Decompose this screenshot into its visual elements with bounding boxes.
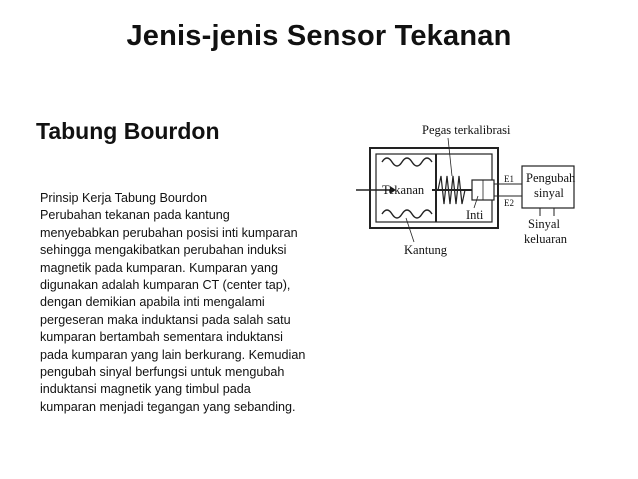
body-line: Prinsip Kerja Tabung Bourdon <box>40 191 208 205</box>
slide-subtitle: Tabung Bourdon <box>36 118 220 144</box>
bellows-top <box>382 158 432 166</box>
body-line: sehingga mengakibatkan perubahan induksi <box>40 243 287 258</box>
label-output-2: keluaran <box>524 232 568 246</box>
slide-title: Jenis-jenis Sensor Tekanan <box>126 20 512 52</box>
label-e2: E2 <box>504 198 514 208</box>
bellows-bottom <box>382 210 432 218</box>
body-paragraph <box>40 190 370 416</box>
body-line: menyebabkan perubahan posisi inti kumparan <box>40 225 298 240</box>
body-line: pada kumparan yang lain berkurang. Kemudian <box>40 347 306 362</box>
diagram-svg <box>356 120 586 262</box>
label-output-1: Sinyal <box>528 217 560 231</box>
body-line: digunakan adalah kumparan CT (center tap), <box>40 278 291 293</box>
body-line: pergeseran maka induktansi pada salah satu <box>40 312 291 327</box>
body-line: magnetik pada kumparan. Kumparan yang <box>40 260 279 275</box>
body-line: Perubahan tekanan pada kantung <box>40 208 230 223</box>
body-line: dengan demikian apabila inti mengalami <box>40 295 265 310</box>
body-line: induktansi magnetik yang timbul pada <box>40 382 251 397</box>
body-line: kumparan menjadi tegangan yang sebanding. <box>40 399 296 414</box>
body-line: kumparan bertambah sementara induktansi <box>40 330 283 345</box>
label-pressure: Tekanan <box>382 183 425 197</box>
label-e1: E1 <box>504 174 514 184</box>
label-converter-1: Pengubah <box>526 171 576 185</box>
leader-spring <box>448 138 452 176</box>
calibrated-spring <box>438 176 465 204</box>
label-bellows: Kantung <box>404 243 448 257</box>
bourdon-sensor-diagram <box>356 120 586 262</box>
label-core: Inti <box>466 208 484 222</box>
body-line: pengubah sinyal berfungsi untuk mengubah <box>40 365 285 380</box>
label-spring: Pegas terkalibrasi <box>422 123 511 137</box>
label-converter-2: sinyal <box>534 186 564 200</box>
